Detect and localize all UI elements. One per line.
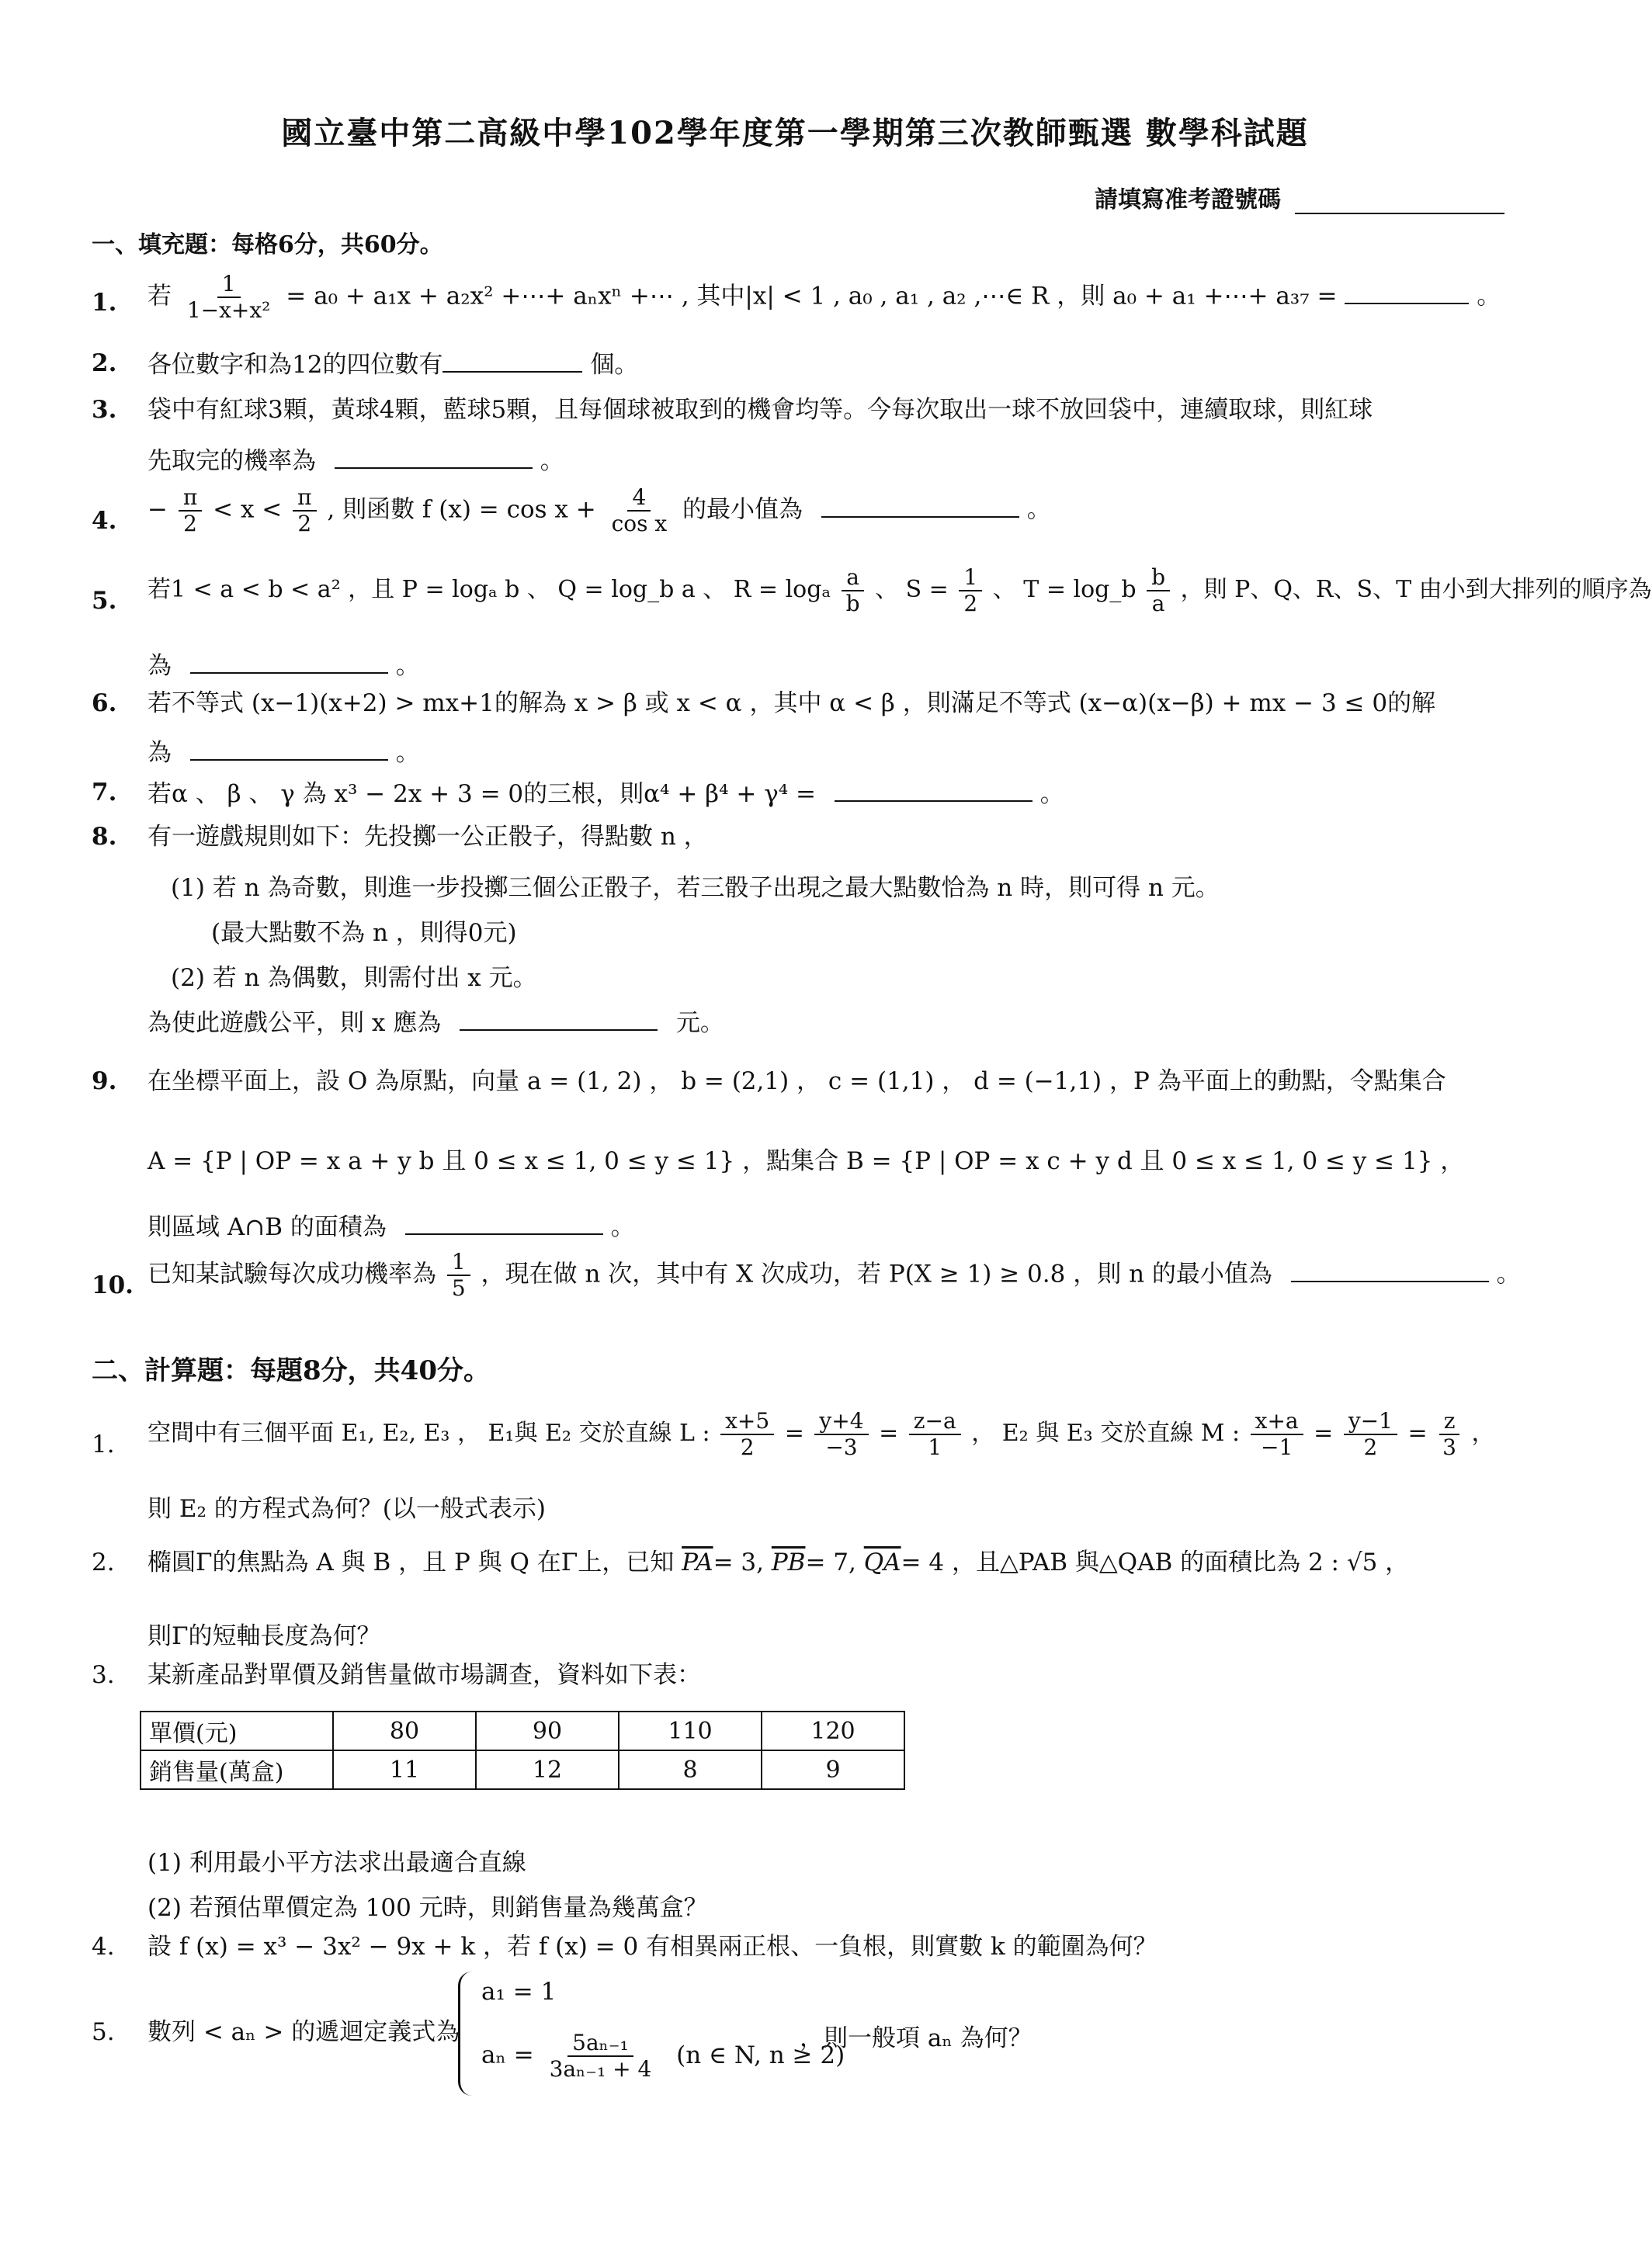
question-number: 5.	[92, 2018, 115, 2046]
q1-text-d: = a₀ + a₁x + a₂x² +⋯+ aₙxⁿ +⋯ , 其中|x| < 1 , a₀ , a₁ , a₂ ,⋯∈ R ，則 a₀ + a₁ +⋯+ a₃₇ =	[286, 282, 1338, 310]
q9-sets: A = {P | OP = x a + y b 且 0 ≤ x ≤ 1, 0 ≤ y ≤ 1} ，點集合 B = {P | OP = x c + y d 且 0 ≤ x ≤ 1, 0 ≤ y ≤ 1} ，	[148, 1147, 1465, 1175]
question-number: 4.	[92, 507, 117, 535]
q8-text: 有一遊戲規則如下：先投擲一公正骰子，得點數 n ，	[148, 823, 708, 851]
question-number: 9.	[92, 1067, 117, 1095]
question-number: 5.	[92, 587, 117, 615]
q1-text-a: 若	[148, 282, 172, 310]
table-cell: 90	[476, 1712, 619, 1750]
recurrence-initial: a₁ = 1	[481, 1978, 557, 2006]
q5-line-2: 為 。	[148, 652, 420, 680]
price-sales-table	[140, 1711, 905, 1790]
table-cell: 120	[762, 1712, 904, 1750]
table-row	[141, 1712, 904, 1750]
question-number: 2.	[92, 1549, 115, 1576]
table-cell: 80	[333, 1712, 476, 1750]
c2-line-2: 則Γ的短軸長度為何？	[148, 1622, 381, 1650]
q8-rule-2: (2) 若 n 為偶數，則需付出 x 元。	[171, 964, 537, 992]
admission-label: 請填寫准考證號碼	[1095, 186, 1281, 213]
answer-blank-5[interactable]	[190, 650, 388, 674]
c3-text: 某新產品對單價及銷售量做市場調查，資料如下表：	[148, 1661, 701, 1689]
question-number: 1.	[92, 289, 117, 317]
c3-part-1: (1) 利用最小平方法求出最適合直線	[148, 1849, 526, 1877]
q6-text: 若不等式 (x−1)(x+2) > mx+1的解為 x > β 或 x < α ，其中 α < β ，則滿足不等式 (x−α)(x−β) + mx − 3 ≤ 0的解	[148, 689, 1436, 717]
table-cell: 12	[476, 1750, 619, 1789]
exam-page: 國立臺中第二高級中學102學年度第一學期第三次教師甄選 數學科試題 請填寫准考證號碼 一、填充題：每格6分，共60分。 1. 若 $\frac{1}{\text{1−x+x²}}$ = a₀ + a₁x + a₂x² +⋯+ aₙxⁿ +⋯ , 其中|x| < 1 , a₀ , a₁ , a₂ ,⋯∈ R ，則 a₀ + a₁ +⋯+ a₃₇ = 。 2. 各位數字和為12的四位數有 個。 3. 袋中有紅球3顆，黃球4顆，藍球5顆，且每個球被取到的機會均等。今每次取出一球不放回袋中，連續取球，則紅球 先取完的機率為 。 4. − $\frac{\pi}{2}$ < x < $\frac{\pi}{2}$ , 則函數 f (x) = cos x + $\frac{4}{\text{cos x}}$ 的最小值為 。 5. 若1 < a < b < a² ，且 P = logₐ b 、 Q = log_b a 、 R = logₐ $\frac{a}{b}$ 、 S = $\frac{1}{2}$ 、 T = log_b $\frac{b}{a}$ ，則 P、Q、R、S、T 由小到大排列的順序為 為 。 6. 若不等式 (x−1)(x+2) > mx+1的解為 x > β 或 x < α ，其中 α < β ，則滿足不等式 (x−α)(x−β) + mx − 3 ≤ 0的解 為 。 7. 若α 、 β 、 γ 為 x³ − 2x + 3 = 0的三根，則α⁴ + β⁴ + γ⁴ = 。 8. 有一遊戲規則如下：先投擲一公正骰子，得點數 n ， (1) 若 n 為奇數，則進一步投擲三個公正骰子，若三骰子出現之最大點數恰為 n 時，則可得 n 元。 (最大點數不為 n ，則得0元) (2) 若 n 為偶數，則需付出 x 元。 為使此遊戲公平，則 x 應為 元。 9. 在坐標平面上，設 O 為原點，向量 a = (1, 2) ， b = (2,1) ， c = (1,1) ， d = (−1,1) ，P 為平面上的動點，令點集合 A = {P | OP = x a + y b 且 0 ≤ x ≤ 1, 0 ≤ y ≤ 1} ，點集合 B = {P | OP = x c + y d 且 0 ≤ x ≤ 1, 0 ≤ y ≤ 1} ， 則區域 A∩B 的面積為 。 10. 已知某試驗每次成功機率為 $\frac{1}{5}$ ，現在做 n 次，其中有 X 次成功，若 P(X ≥ 1) ≥ 0.8 ，則 n 的最小值為 。 二、計算題：每題8分，共40分。 1. 空間中有三個平面 E₁, E₂, E₃ ， E₁與 E₂ 交於直線 L : $\frac{x+5}{2}$ = $\frac{y+4}{-3}$ = $\frac{z-a}{1}$ ， E₂ 與 E₃ 交於直線 M : $\frac{x+a}{-1}$ = $\frac{y-1}{2}$ = $\frac{z}{3}$ ， 則 E₂ 的方程式為何？(以一般式表示) 2. 橢圓Γ的焦點為 A 與 B ，且 P 與 Q 在Γ上，已知 $\overline{PA}= 3$, $\overline{PB}= 7$, $\overline{QA}= 4$ ，且△PAB 與△QAB 的面積比為 2 : √5 ， 則Γ的短軸長度為何？ 3. 某新產品對單價及銷售量做市場調查，資料如下表： 單價(元) 80 90 110 120 銷售量(萬盒) 11 12 8 9 (1) 利用最小平方法求出最適合直線 (2) 若預估單價定為 100 元時，則銷售量為幾萬盒？ 4. 設 f (x) = x³ − 3x² − 9x + k ，若 f (x) = 0 有相異兩正根、一負根，則實數 k 的範圍為何？ 5. 數列 < aₙ > 的遞迴定義式為 a₁ = 1 aₙ = $\frac{\text{5aₙ₋₁}}{\text{3aₙ₋₁ + 4}}$ (n ∈ N, n ≥ 2) ，則一般項 aₙ 為何？	[0, 0, 1590, 2251]
section2-heading: 二、計算題：每題8分，共40分。	[92, 1355, 490, 1386]
q3-text: 袋中有紅球3顆，黃球4顆，藍球5顆，且每個球被取到的機會均等。今每次取出一球不放回袋中，連續取球，則紅球	[148, 396, 1373, 424]
answer-blank-9[interactable]	[405, 1212, 603, 1235]
question-number: 8.	[92, 823, 117, 851]
section1-heading: 一、填充題：每格6分，共60分。	[92, 231, 443, 258]
answer-blank-1[interactable]	[1345, 281, 1469, 304]
exam-title: 國立臺中第二高級中學102學年度第一學期第三次教師甄選 數學科試題	[281, 115, 1309, 151]
recurrence-formula: aₙ = $\frac{\text{5aₙ₋₁}}{\text{3aₙ₋₁ + 4}}$ (n ∈ N, n ≥ 2)	[481, 2030, 845, 2083]
answer-blank-3[interactable]	[335, 446, 533, 469]
q1-fraction: $\frac{1}{\text{1−x+x²}}$	[186, 271, 271, 324]
q2-text: 各位數字和為12的四位數有	[148, 351, 443, 379]
question-number: 2.	[92, 349, 117, 377]
answer-blank-10[interactable]	[1291, 1259, 1489, 1282]
admission-blank[interactable]	[1295, 189, 1504, 214]
q8-rule-1: (1) 若 n 為奇數，則進一步投擲三個公正骰子，若三骰子出現之最大點數恰為 n 時，則可得 n 元。	[171, 874, 1220, 902]
answer-blank-8[interactable]	[460, 1008, 658, 1031]
admission-number-field	[1095, 180, 1504, 214]
question-number: 3.	[92, 1661, 115, 1689]
c1-line-2: 則 E₂ 的方程式為何？(以一般式表示)	[148, 1495, 546, 1523]
table-header: 銷售量(萬盒)	[141, 1750, 333, 1789]
q8-rule-1-note: (最大點數不為 n ，則得0元)	[211, 919, 517, 947]
q3-line-2: 先取完的機率為 。	[148, 447, 564, 475]
question-number: 6.	[92, 689, 117, 717]
c4-text: 設 f (x) = x³ − 3x² − 9x + k ，若 f (x) = 0 有相異兩正根、一負根，則實數 k 的範圍為何？	[148, 1933, 1157, 1961]
table-cell: 110	[619, 1712, 762, 1750]
question-number: 10.	[92, 1271, 134, 1299]
c3-part-2: (2) 若預估單價定為 100 元時，則銷售量為幾萬盒？	[148, 1894, 708, 1922]
c5-text: 數列 < aₙ > 的遞迴定義式為	[148, 2018, 460, 2046]
question-number: 1.	[92, 1431, 115, 1458]
answer-blank-6[interactable]	[190, 737, 388, 761]
question-number: 7.	[92, 779, 117, 806]
table-header: 單價(元)	[141, 1712, 333, 1750]
table-cell: 8	[619, 1750, 762, 1789]
table-cell: 9	[762, 1750, 904, 1789]
q8-ask: 為使此遊戲公平，則 x 應為 元。	[148, 1009, 724, 1037]
table-row	[141, 1750, 904, 1789]
question-number: 4.	[92, 1933, 115, 1961]
q9-text: 在坐標平面上，設 O 為原點，向量 a = (1, 2) ， b = (2,1) ， c = (1,1) ， d = (−1,1) ，P 為平面上的動點，令點集合	[148, 1067, 1446, 1095]
answer-blank-7[interactable]	[835, 779, 1032, 802]
q9-ask: 則區域 A∩B 的面積為 。	[148, 1213, 635, 1241]
table-cell: 11	[333, 1750, 476, 1789]
q6-line-2: 為 。	[148, 739, 420, 767]
answer-blank-2[interactable]	[442, 349, 582, 373]
answer-blank-4[interactable]	[821, 494, 1019, 518]
c5-ask: ，則一般項 aₙ 為何？	[800, 2024, 1032, 2052]
question-number: 3.	[92, 396, 117, 424]
recurrence-brace	[458, 1972, 477, 2096]
